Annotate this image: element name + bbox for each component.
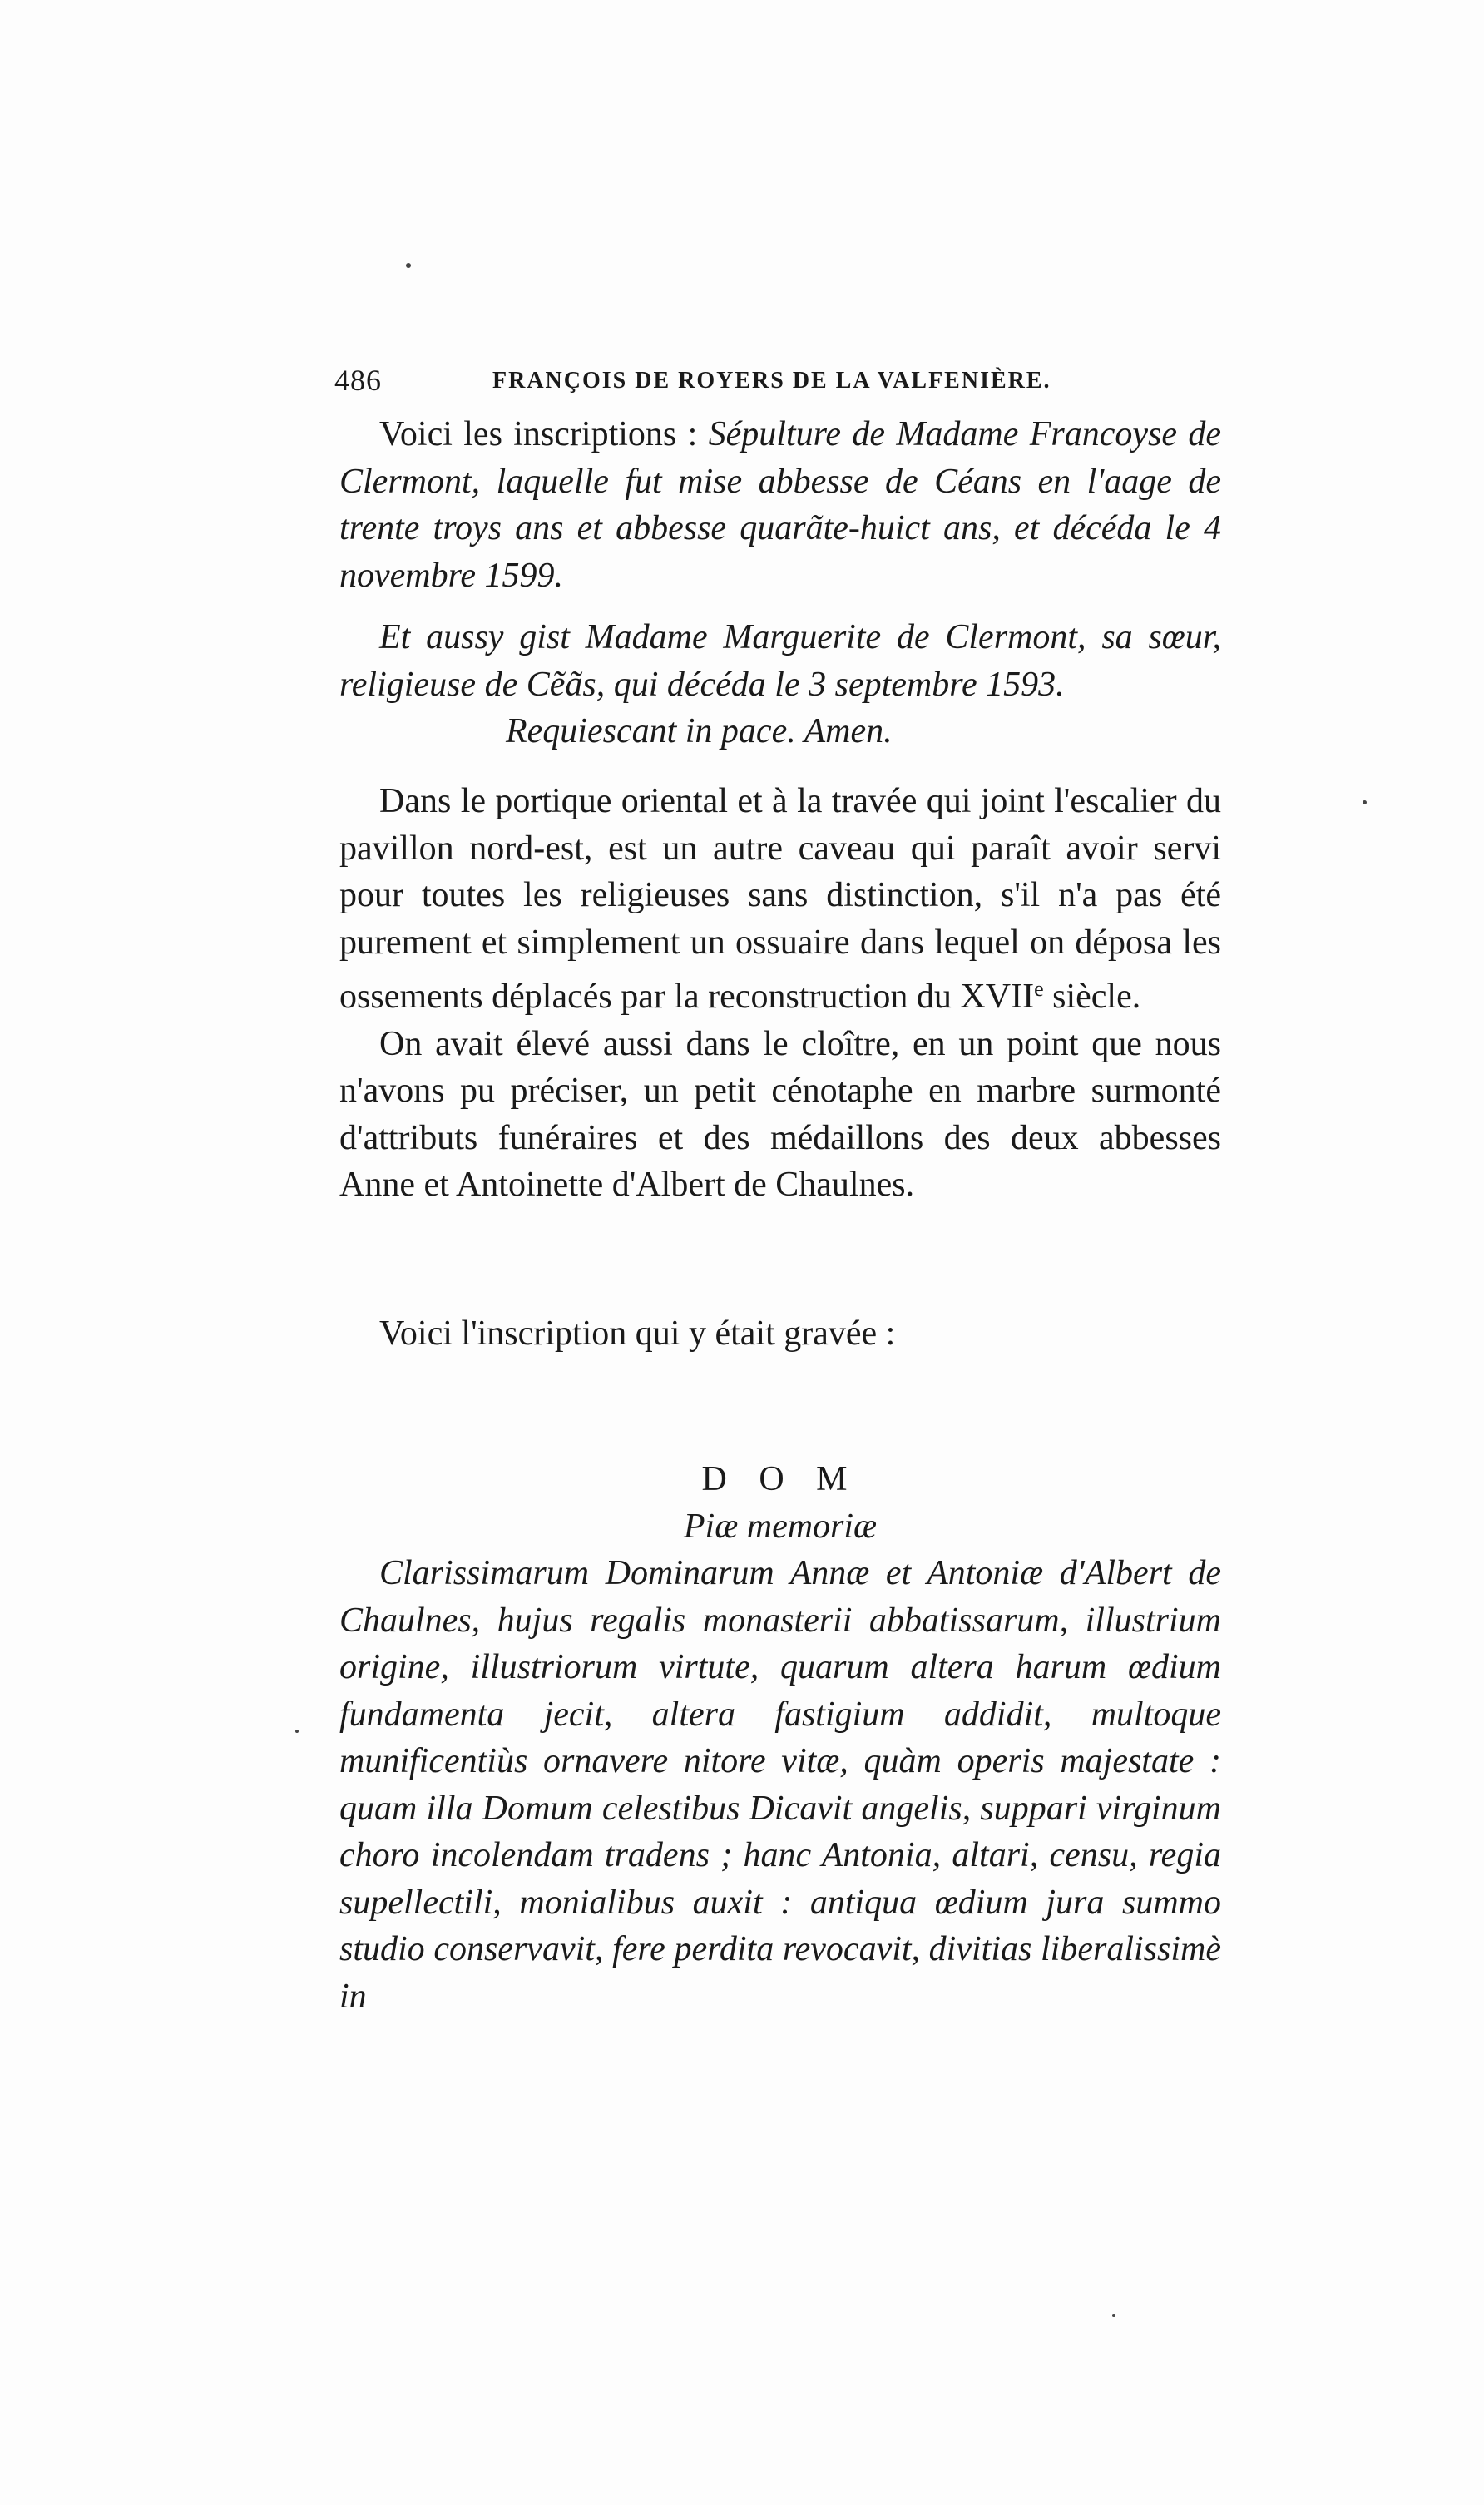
body-paragraphs — [339, 778, 1221, 1209]
dom-line: D O M — [701, 1460, 859, 1498]
paragraph-caveau — [339, 778, 1221, 1021]
requiescant-line: Requiescant in pace. Amen. — [506, 712, 893, 750]
page-number: 486 — [334, 364, 382, 397]
paragraph-cenotaphe: On avait élevé aussi dans le cloître, en un point que nous n'avons pu préciser, un petit cénotaphe en marbre surmonté d'attributs funéraires et des médaillons des deux abbesses Anne et Antoinette d'Albert de Chaulnes. — [339, 1024, 1221, 1204]
latin-inscription — [339, 1456, 1221, 2020]
inscription-intro: Voici les inscriptions : — [379, 415, 709, 453]
sepulture-text: Sépulture de Madame Francoyse de Clermont, laquelle fut mise abbesse de Céans en l'aage de trente troys ans et abbesse quarãte-huict ans, et décéda le 4 novembre 1599. — [339, 415, 1222, 595]
inscriptions-block — [339, 411, 1221, 599]
ink-speck — [295, 1730, 299, 1733]
et-aussy-text: Et aussy gist Madame Marguerite de Clermont, sa sœur, religieuse de Cẽãs, qui décéda le 3 septembre 1593. — [339, 618, 1221, 704]
ink-speck — [406, 263, 411, 268]
second-inscription-block — [339, 614, 1221, 755]
intro-inscription-line — [339, 1310, 1221, 1358]
latin-text: Clarissimarum Dominarum Annæ et Antoniæ d'Albert de Chaulnes, hujus regalis monasterii abbatissarum, illustrium origine, illustriorum virtute, quarum altera harum œdium fundamenta jecit, altera fastigium addidit, multoque munificentiùs ornavere nitore vitæ, quàm operis majestate : quam illa Domum celestibus Dicavit angelis, suppari virginum choro incolendam tradens ; hanc Antonia, altari, censu, regia supellectili, monialibus auxit : antiqua œdium jura summo studio conservavit, fere perdita revocavit, divitias liberalissimè in — [339, 1554, 1221, 2016]
running-header — [334, 363, 1224, 404]
running-title: FRANÇOIS DE ROYERS DE LA VALFENIÈRE. — [492, 368, 1051, 394]
ink-speck — [1363, 800, 1367, 804]
ink-speck — [1112, 2314, 1115, 2317]
paragraph-voici: Voici l'inscription qui y était gravée : — [379, 1314, 896, 1353]
superscript-e: e — [1034, 977, 1044, 1001]
piae-memoriae-line: Piæ memoriæ — [683, 1507, 878, 1546]
paragraph-caveau-end: siècle. — [1043, 978, 1141, 1016]
inscription-paragraph — [339, 411, 1221, 599]
paragraph-caveau-text: Dans le portique oriental et à la travée qui joint l'escalier du pavillon nord-est, est un autre caveau qui paraît avoir servi pour toutes les religieuses sans distinction, s'il n'a pas été purement et simplement un ossuaire dans lequel on déposa les ossements déplacés par la reconstruction du XVII — [339, 782, 1221, 1016]
